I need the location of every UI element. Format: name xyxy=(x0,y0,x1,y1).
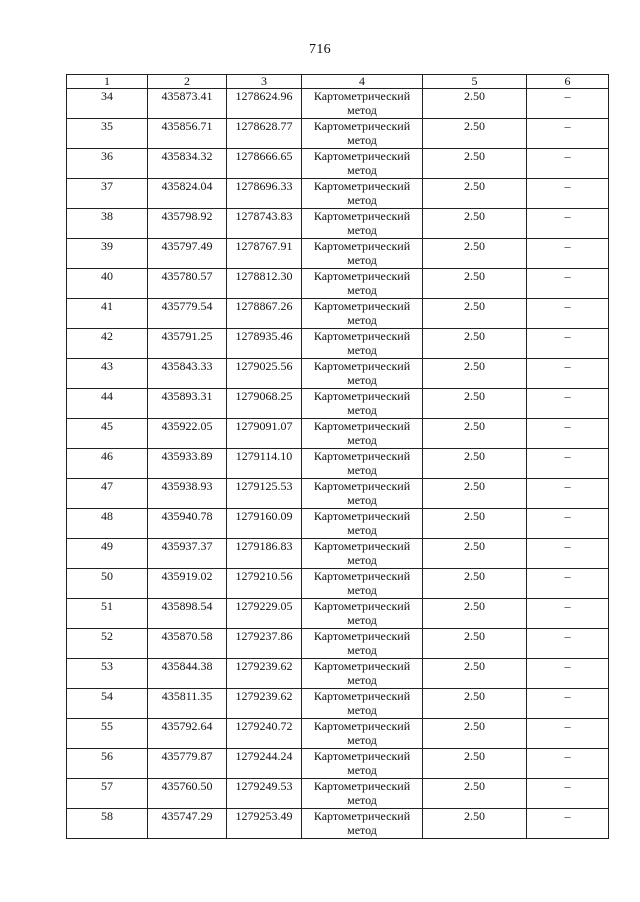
x-coordinate-cell: 435760.50 xyxy=(148,779,227,809)
point-number-cell: 54 xyxy=(67,689,148,719)
table-row xyxy=(67,389,609,419)
coordinates-table xyxy=(66,74,609,839)
note-cell: – xyxy=(527,269,609,299)
y-coordinate-cell: 1279249.53 xyxy=(227,779,302,809)
table-body xyxy=(67,89,609,839)
point-number-cell: 50 xyxy=(67,569,148,599)
point-number-cell: 43 xyxy=(67,359,148,389)
accuracy-cell: 2.50 xyxy=(423,179,527,209)
x-coordinate-cell: 435834.32 xyxy=(148,149,227,179)
accuracy-cell: 2.50 xyxy=(423,599,527,629)
y-coordinate-cell: 1278696.33 xyxy=(227,179,302,209)
table-header xyxy=(67,75,609,89)
method-cell: Картометрический метод xyxy=(302,89,423,119)
page-number: 716 xyxy=(309,42,331,57)
note-cell: – xyxy=(527,539,609,569)
table-row xyxy=(67,659,609,689)
y-coordinate-cell: 1279186.83 xyxy=(227,539,302,569)
note-cell: – xyxy=(527,629,609,659)
table-row xyxy=(67,209,609,239)
note-cell: – xyxy=(527,449,609,479)
note-cell: – xyxy=(527,239,609,269)
table-row xyxy=(67,509,609,539)
point-number-cell: 36 xyxy=(67,149,148,179)
column-header-4: 4 xyxy=(302,75,423,89)
accuracy-cell: 2.50 xyxy=(423,689,527,719)
method-cell: Картометрический метод xyxy=(302,449,423,479)
x-coordinate-cell: 435779.54 xyxy=(148,299,227,329)
method-cell: Картометрический метод xyxy=(302,659,423,689)
x-coordinate-cell: 435856.71 xyxy=(148,119,227,149)
method-cell: Картометрический метод xyxy=(302,239,423,269)
table-row xyxy=(67,419,609,449)
y-coordinate-cell: 1279025.56 xyxy=(227,359,302,389)
note-cell: – xyxy=(527,509,609,539)
y-coordinate-cell: 1279240.72 xyxy=(227,719,302,749)
y-coordinate-cell: 1279125.53 xyxy=(227,479,302,509)
note-cell: – xyxy=(527,389,609,419)
x-coordinate-cell: 435873.41 xyxy=(148,89,227,119)
header-row xyxy=(67,75,609,89)
method-cell: Картометрический метод xyxy=(302,419,423,449)
x-coordinate-cell: 435791.25 xyxy=(148,329,227,359)
method-cell: Картометрический метод xyxy=(302,179,423,209)
note-cell: – xyxy=(527,359,609,389)
accuracy-cell: 2.50 xyxy=(423,779,527,809)
accuracy-cell: 2.50 xyxy=(423,359,527,389)
y-coordinate-cell: 1279114.10 xyxy=(227,449,302,479)
note-cell: – xyxy=(527,809,609,839)
accuracy-cell: 2.50 xyxy=(423,209,527,239)
y-coordinate-cell: 1279253.49 xyxy=(227,809,302,839)
accuracy-cell: 2.50 xyxy=(423,269,527,299)
table-row xyxy=(67,89,609,119)
y-coordinate-cell: 1279244.24 xyxy=(227,749,302,779)
accuracy-cell: 2.50 xyxy=(423,479,527,509)
method-cell: Картометрический метод xyxy=(302,689,423,719)
table-row xyxy=(67,689,609,719)
method-cell: Картометрический метод xyxy=(302,569,423,599)
table-row xyxy=(67,239,609,269)
accuracy-cell: 2.50 xyxy=(423,809,527,839)
table-row xyxy=(67,809,609,839)
x-coordinate-cell: 435922.05 xyxy=(148,419,227,449)
column-header-1: 1 xyxy=(67,75,148,89)
method-cell: Картометрический метод xyxy=(302,209,423,239)
note-cell: – xyxy=(527,719,609,749)
point-number-cell: 51 xyxy=(67,599,148,629)
table-row xyxy=(67,569,609,599)
table-row xyxy=(67,149,609,179)
y-coordinate-cell: 1279091.07 xyxy=(227,419,302,449)
y-coordinate-cell: 1278666.65 xyxy=(227,149,302,179)
x-coordinate-cell: 435747.29 xyxy=(148,809,227,839)
y-coordinate-cell: 1278624.96 xyxy=(227,89,302,119)
accuracy-cell: 2.50 xyxy=(423,569,527,599)
point-number-cell: 47 xyxy=(67,479,148,509)
note-cell: – xyxy=(527,569,609,599)
method-cell: Картометрический метод xyxy=(302,119,423,149)
note-cell: – xyxy=(527,149,609,179)
note-cell: – xyxy=(527,179,609,209)
accuracy-cell: 2.50 xyxy=(423,419,527,449)
x-coordinate-cell: 435844.38 xyxy=(148,659,227,689)
table-row xyxy=(67,179,609,209)
point-number-cell: 34 xyxy=(67,89,148,119)
x-coordinate-cell: 435893.31 xyxy=(148,389,227,419)
y-coordinate-cell: 1278812.30 xyxy=(227,269,302,299)
column-header-3: 3 xyxy=(227,75,302,89)
method-cell: Картометрический метод xyxy=(302,359,423,389)
method-cell: Картометрический метод xyxy=(302,299,423,329)
y-coordinate-cell: 1279210.56 xyxy=(227,569,302,599)
method-cell: Картометрический метод xyxy=(302,389,423,419)
method-cell: Картометрический метод xyxy=(302,509,423,539)
column-header-6: 6 xyxy=(527,75,609,89)
note-cell: – xyxy=(527,89,609,119)
column-header-5: 5 xyxy=(423,75,527,89)
point-number-cell: 41 xyxy=(67,299,148,329)
point-number-cell: 48 xyxy=(67,509,148,539)
method-cell: Картометрический метод xyxy=(302,539,423,569)
y-coordinate-cell: 1279068.25 xyxy=(227,389,302,419)
point-number-cell: 42 xyxy=(67,329,148,359)
method-cell: Картометрический метод xyxy=(302,269,423,299)
table-row xyxy=(67,779,609,809)
x-coordinate-cell: 435779.87 xyxy=(148,749,227,779)
note-cell: – xyxy=(527,599,609,629)
point-number-cell: 55 xyxy=(67,719,148,749)
method-cell: Картометрический метод xyxy=(302,599,423,629)
x-coordinate-cell: 435898.54 xyxy=(148,599,227,629)
x-coordinate-cell: 435870.58 xyxy=(148,629,227,659)
point-number-cell: 37 xyxy=(67,179,148,209)
y-coordinate-cell: 1279239.62 xyxy=(227,689,302,719)
x-coordinate-cell: 435843.33 xyxy=(148,359,227,389)
x-coordinate-cell: 435933.89 xyxy=(148,449,227,479)
accuracy-cell: 2.50 xyxy=(423,629,527,659)
method-cell: Картометрический метод xyxy=(302,629,423,659)
point-number-cell: 38 xyxy=(67,209,148,239)
method-cell: Картометрический метод xyxy=(302,479,423,509)
y-coordinate-cell: 1279237.86 xyxy=(227,629,302,659)
note-cell: – xyxy=(527,749,609,779)
point-number-cell: 46 xyxy=(67,449,148,479)
point-number-cell: 45 xyxy=(67,419,148,449)
x-coordinate-cell: 435824.04 xyxy=(148,179,227,209)
y-coordinate-cell: 1279229.05 xyxy=(227,599,302,629)
table-row xyxy=(67,719,609,749)
note-cell: – xyxy=(527,329,609,359)
note-cell: – xyxy=(527,209,609,239)
note-cell: – xyxy=(527,119,609,149)
method-cell: Картометрический метод xyxy=(302,749,423,779)
note-cell: – xyxy=(527,299,609,329)
point-number-cell: 39 xyxy=(67,239,148,269)
method-cell: Картометрический метод xyxy=(302,719,423,749)
y-coordinate-cell: 1279160.09 xyxy=(227,509,302,539)
table-row xyxy=(67,329,609,359)
point-number-cell: 44 xyxy=(67,389,148,419)
accuracy-cell: 2.50 xyxy=(423,389,527,419)
table-row xyxy=(67,299,609,329)
x-coordinate-cell: 435792.64 xyxy=(148,719,227,749)
table-row xyxy=(67,629,609,659)
method-cell: Картометрический метод xyxy=(302,329,423,359)
x-coordinate-cell: 435938.93 xyxy=(148,479,227,509)
method-cell: Картометрический метод xyxy=(302,149,423,179)
y-coordinate-cell: 1278743.83 xyxy=(227,209,302,239)
accuracy-cell: 2.50 xyxy=(423,149,527,179)
x-coordinate-cell: 435940.78 xyxy=(148,509,227,539)
accuracy-cell: 2.50 xyxy=(423,749,527,779)
accuracy-cell: 2.50 xyxy=(423,449,527,479)
table-row xyxy=(67,539,609,569)
accuracy-cell: 2.50 xyxy=(423,299,527,329)
point-number-cell: 57 xyxy=(67,779,148,809)
table-row xyxy=(67,269,609,299)
x-coordinate-cell: 435780.57 xyxy=(148,269,227,299)
x-coordinate-cell: 435919.02 xyxy=(148,569,227,599)
point-number-cell: 58 xyxy=(67,809,148,839)
note-cell: – xyxy=(527,689,609,719)
table-row xyxy=(67,479,609,509)
accuracy-cell: 2.50 xyxy=(423,89,527,119)
point-number-cell: 53 xyxy=(67,659,148,689)
accuracy-cell: 2.50 xyxy=(423,329,527,359)
note-cell: – xyxy=(527,659,609,689)
accuracy-cell: 2.50 xyxy=(423,509,527,539)
accuracy-cell: 2.50 xyxy=(423,239,527,269)
y-coordinate-cell: 1278867.26 xyxy=(227,299,302,329)
point-number-cell: 40 xyxy=(67,269,148,299)
table-row xyxy=(67,599,609,629)
note-cell: – xyxy=(527,479,609,509)
point-number-cell: 35 xyxy=(67,119,148,149)
table-row xyxy=(67,749,609,779)
point-number-cell: 56 xyxy=(67,749,148,779)
y-coordinate-cell: 1278628.77 xyxy=(227,119,302,149)
accuracy-cell: 2.50 xyxy=(423,719,527,749)
accuracy-cell: 2.50 xyxy=(423,539,527,569)
accuracy-cell: 2.50 xyxy=(423,119,527,149)
accuracy-cell: 2.50 xyxy=(423,659,527,689)
x-coordinate-cell: 435798.92 xyxy=(148,209,227,239)
y-coordinate-cell: 1278935.46 xyxy=(227,329,302,359)
x-coordinate-cell: 435797.49 xyxy=(148,239,227,269)
table-row xyxy=(67,359,609,389)
table-row xyxy=(67,119,609,149)
note-cell: – xyxy=(527,779,609,809)
column-header-2: 2 xyxy=(148,75,227,89)
point-number-cell: 52 xyxy=(67,629,148,659)
x-coordinate-cell: 435811.35 xyxy=(148,689,227,719)
note-cell: – xyxy=(527,419,609,449)
y-coordinate-cell: 1278767.91 xyxy=(227,239,302,269)
x-coordinate-cell: 435937.37 xyxy=(148,539,227,569)
method-cell: Картометрический метод xyxy=(302,809,423,839)
table-row xyxy=(67,449,609,479)
y-coordinate-cell: 1279239.62 xyxy=(227,659,302,689)
method-cell: Картометрический метод xyxy=(302,779,423,809)
point-number-cell: 49 xyxy=(67,539,148,569)
